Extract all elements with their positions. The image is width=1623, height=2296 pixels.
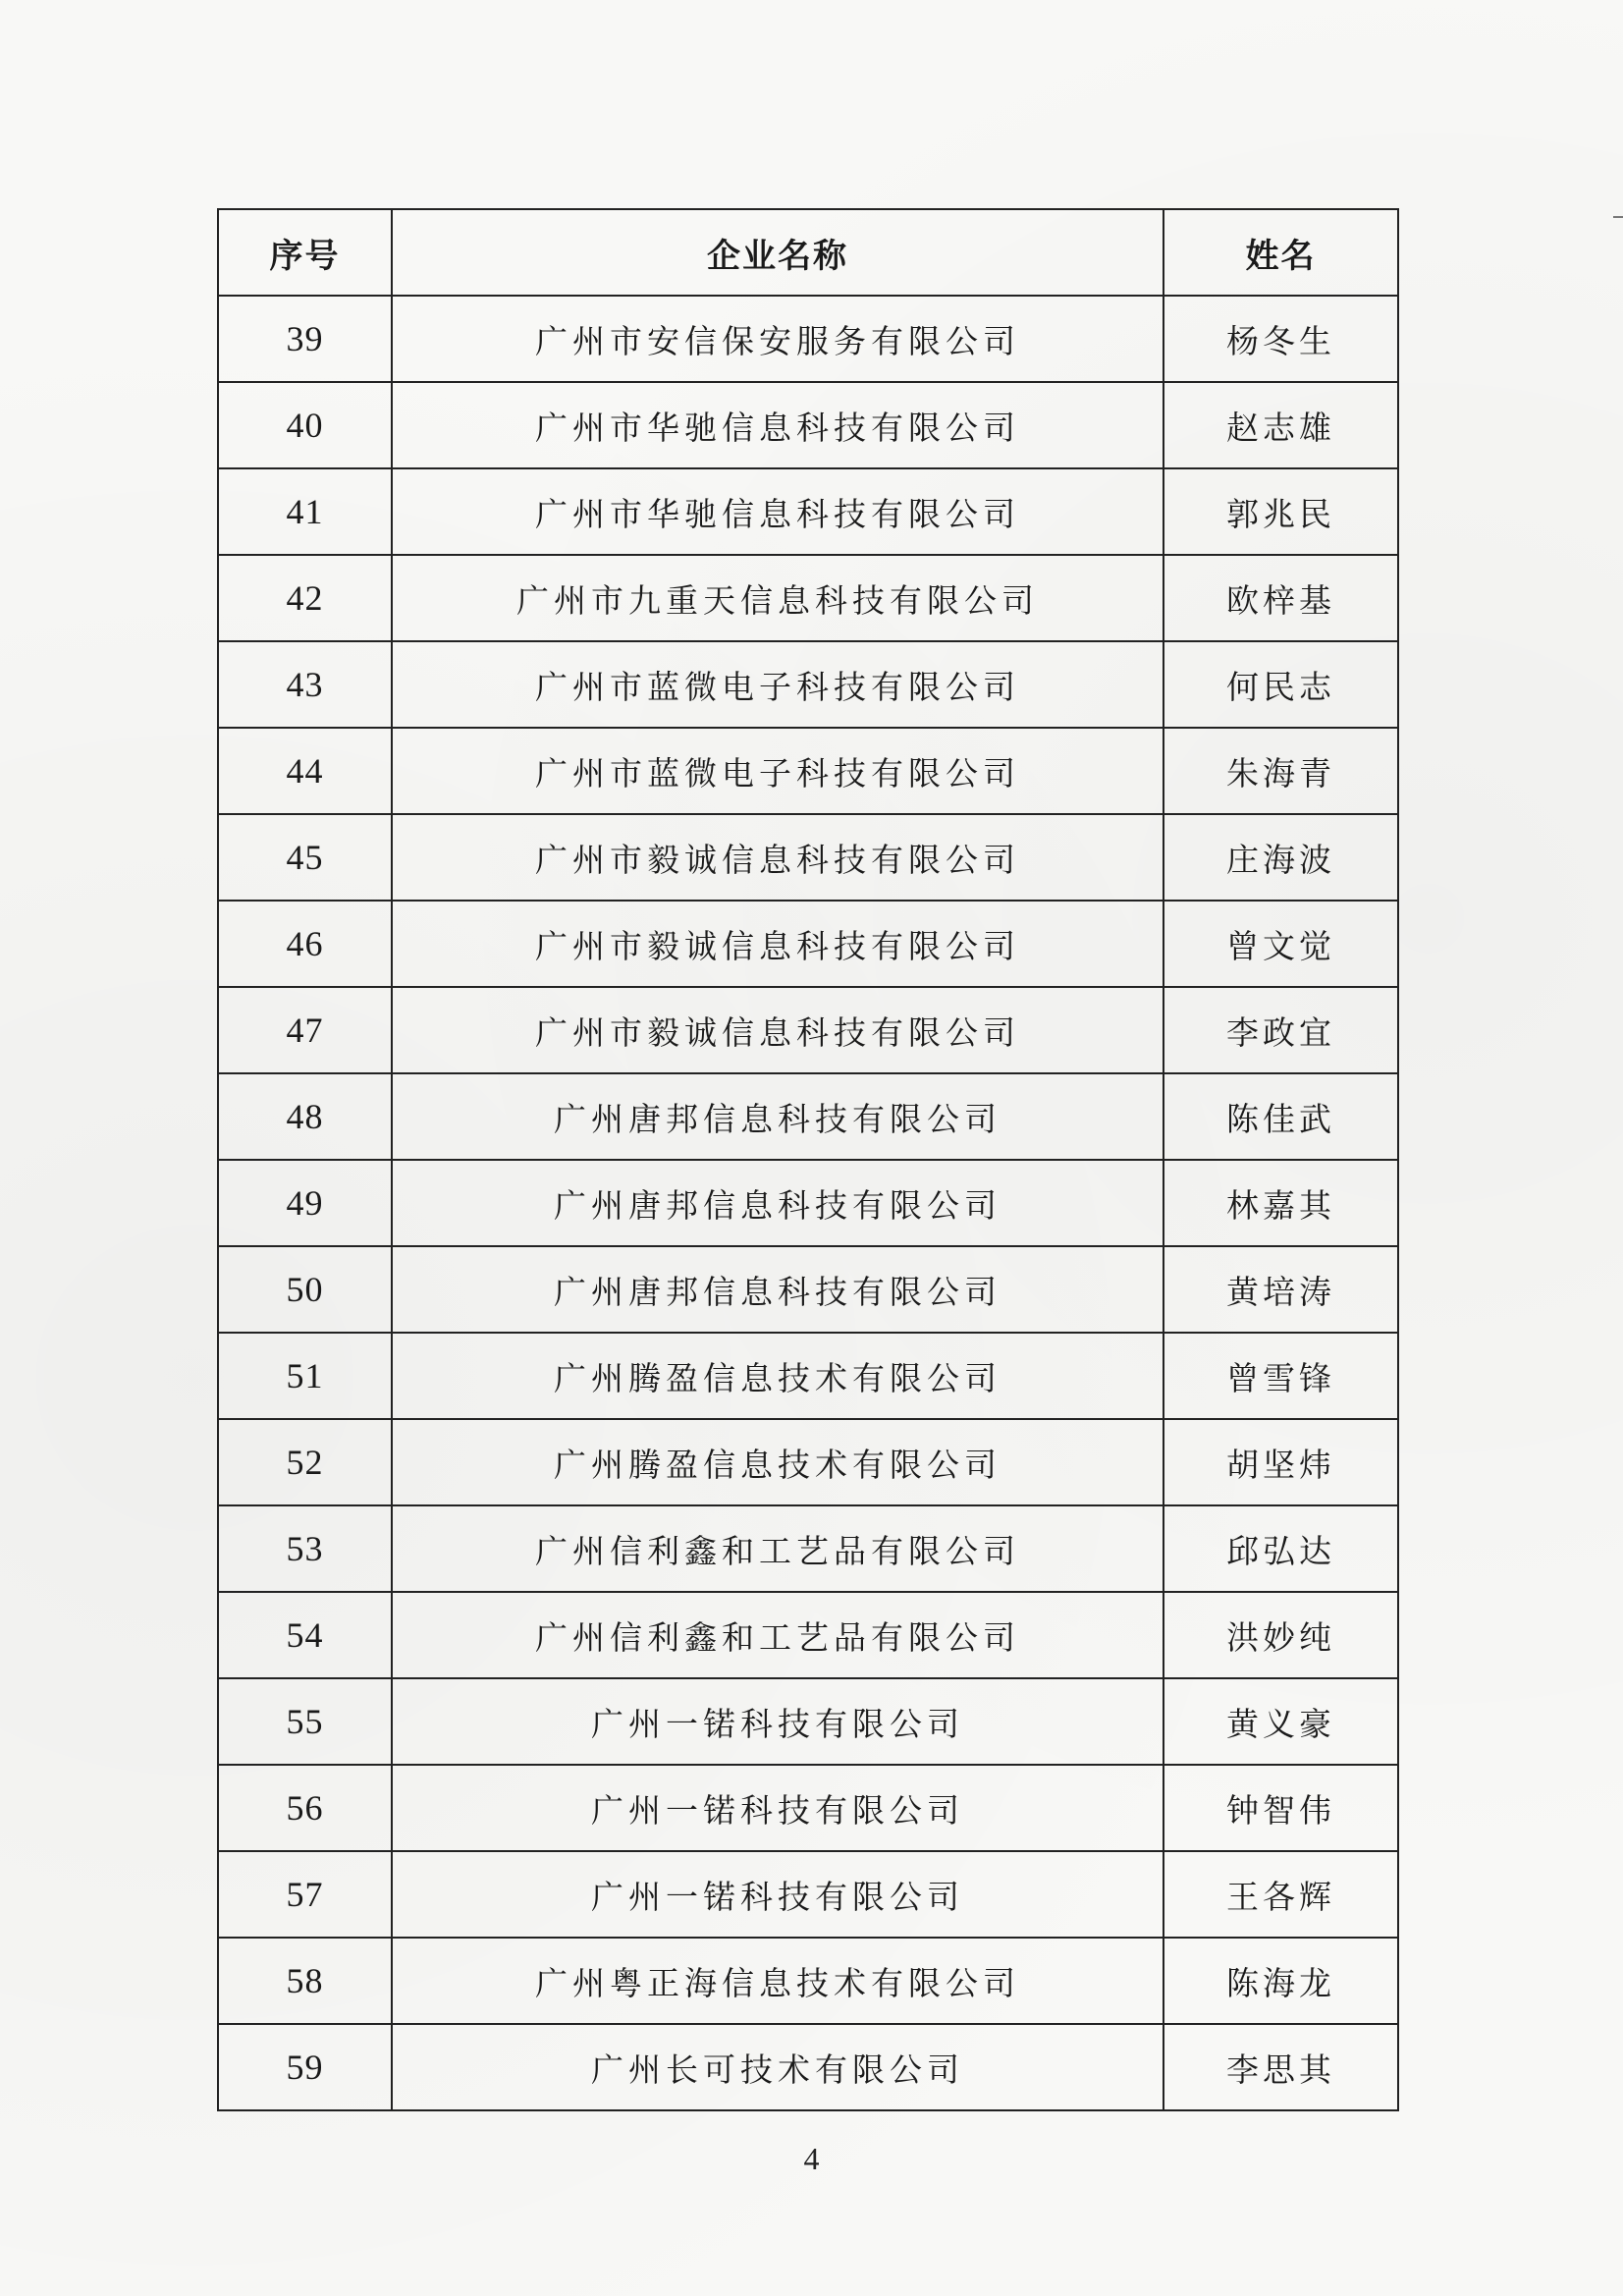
- row-person: 林嘉其: [1163, 1160, 1398, 1246]
- row-company: 广州市毅诚信息科技有限公司: [392, 814, 1163, 901]
- row-company: 广州市华驰信息科技有限公司: [392, 468, 1163, 555]
- row-company: 广州粤正海信息技术有限公司: [392, 1938, 1163, 2024]
- row-index: 46: [218, 901, 392, 987]
- table-row: [218, 382, 1398, 468]
- row-person: 陈海龙: [1163, 1938, 1398, 2024]
- row-company: 广州唐邦信息科技有限公司: [392, 1160, 1163, 1246]
- table-row: [218, 1073, 1398, 1160]
- scan-edge-mark: [1613, 216, 1623, 218]
- row-company: 广州市华驰信息科技有限公司: [392, 382, 1163, 468]
- roster-table: [217, 208, 1399, 2111]
- row-index: 51: [218, 1333, 392, 1419]
- row-index: 48: [218, 1073, 392, 1160]
- table-row: [218, 1938, 1398, 2024]
- row-person: 杨冬生: [1163, 296, 1398, 382]
- table-row: [218, 1505, 1398, 1592]
- row-person: 曾雪锋: [1163, 1333, 1398, 1419]
- table-row: [218, 1333, 1398, 1419]
- row-company: 广州市蓝微电子科技有限公司: [392, 641, 1163, 728]
- row-index: 49: [218, 1160, 392, 1246]
- row-index: 47: [218, 987, 392, 1073]
- row-company: 广州信利鑫和工艺品有限公司: [392, 1505, 1163, 1592]
- row-index: 40: [218, 382, 392, 468]
- row-person: 朱海青: [1163, 728, 1398, 814]
- row-company: 广州市毅诚信息科技有限公司: [392, 987, 1163, 1073]
- row-index: 57: [218, 1851, 392, 1938]
- table-row: [218, 555, 1398, 641]
- header-index: 序号: [218, 209, 392, 296]
- row-index: 55: [218, 1678, 392, 1765]
- row-index: 52: [218, 1419, 392, 1505]
- row-company: 广州唐邦信息科技有限公司: [392, 1073, 1163, 1160]
- table-row: [218, 1160, 1398, 1246]
- row-company: 广州腾盈信息技术有限公司: [392, 1333, 1163, 1419]
- row-index: 42: [218, 555, 392, 641]
- row-person: 郭兆民: [1163, 468, 1398, 555]
- row-company: 广州一锘科技有限公司: [392, 1851, 1163, 1938]
- row-index: 53: [218, 1505, 392, 1592]
- row-company: 广州市九重天信息科技有限公司: [392, 555, 1163, 641]
- row-person: 赵志雄: [1163, 382, 1398, 468]
- table-row: [218, 1592, 1398, 1678]
- table-header: [218, 209, 1398, 296]
- table-row: [218, 987, 1398, 1073]
- table-row: [218, 728, 1398, 814]
- row-person: 欧梓基: [1163, 555, 1398, 641]
- row-index: 44: [218, 728, 392, 814]
- header-row: [218, 209, 1398, 296]
- row-company: 广州市安信保安服务有限公司: [392, 296, 1163, 382]
- table-row: [218, 1246, 1398, 1333]
- row-company: 广州市蓝微电子科技有限公司: [392, 728, 1163, 814]
- row-company: 广州市毅诚信息科技有限公司: [392, 901, 1163, 987]
- table-row: [218, 641, 1398, 728]
- row-company: 广州信利鑫和工艺品有限公司: [392, 1592, 1163, 1678]
- row-index: 45: [218, 814, 392, 901]
- table-row: [218, 296, 1398, 382]
- table-row: [218, 814, 1398, 901]
- row-index: 43: [218, 641, 392, 728]
- row-person: 洪妙纯: [1163, 1592, 1398, 1678]
- row-person: 邱弘达: [1163, 1505, 1398, 1592]
- row-person: 胡坚炜: [1163, 1419, 1398, 1505]
- row-person: 钟智伟: [1163, 1765, 1398, 1851]
- header-person: 姓名: [1163, 209, 1398, 296]
- row-index: 54: [218, 1592, 392, 1678]
- row-index: 50: [218, 1246, 392, 1333]
- row-person: 黄培涛: [1163, 1246, 1398, 1333]
- header-company: 企业名称: [392, 209, 1163, 296]
- row-person: 黄义豪: [1163, 1678, 1398, 1765]
- row-company: 广州一锘科技有限公司: [392, 1765, 1163, 1851]
- page-number: 4: [803, 2141, 820, 2176]
- row-index: 41: [218, 468, 392, 555]
- row-index: 56: [218, 1765, 392, 1851]
- table-row: [218, 901, 1398, 987]
- row-person: 庄海波: [1163, 814, 1398, 901]
- row-person: 王各辉: [1163, 1851, 1398, 1938]
- table-body: [218, 296, 1398, 2110]
- table-row: [218, 2024, 1398, 2110]
- row-person: 李思其: [1163, 2024, 1398, 2110]
- table-row: [218, 1765, 1398, 1851]
- row-person: 李政宜: [1163, 987, 1398, 1073]
- table-row: [218, 1419, 1398, 1505]
- row-company: 广州唐邦信息科技有限公司: [392, 1246, 1163, 1333]
- row-person: 曾文觉: [1163, 901, 1398, 987]
- row-index: 58: [218, 1938, 392, 2024]
- row-company: 广州长可技术有限公司: [392, 2024, 1163, 2110]
- row-index: 39: [218, 296, 392, 382]
- row-company: 广州腾盈信息技术有限公司: [392, 1419, 1163, 1505]
- table-row: [218, 1851, 1398, 1938]
- row-company: 广州一锘科技有限公司: [392, 1678, 1163, 1765]
- row-person: 何民志: [1163, 641, 1398, 728]
- table-row: [218, 468, 1398, 555]
- row-person: 陈佳武: [1163, 1073, 1398, 1160]
- row-index: 59: [218, 2024, 392, 2110]
- table-row: [218, 1678, 1398, 1765]
